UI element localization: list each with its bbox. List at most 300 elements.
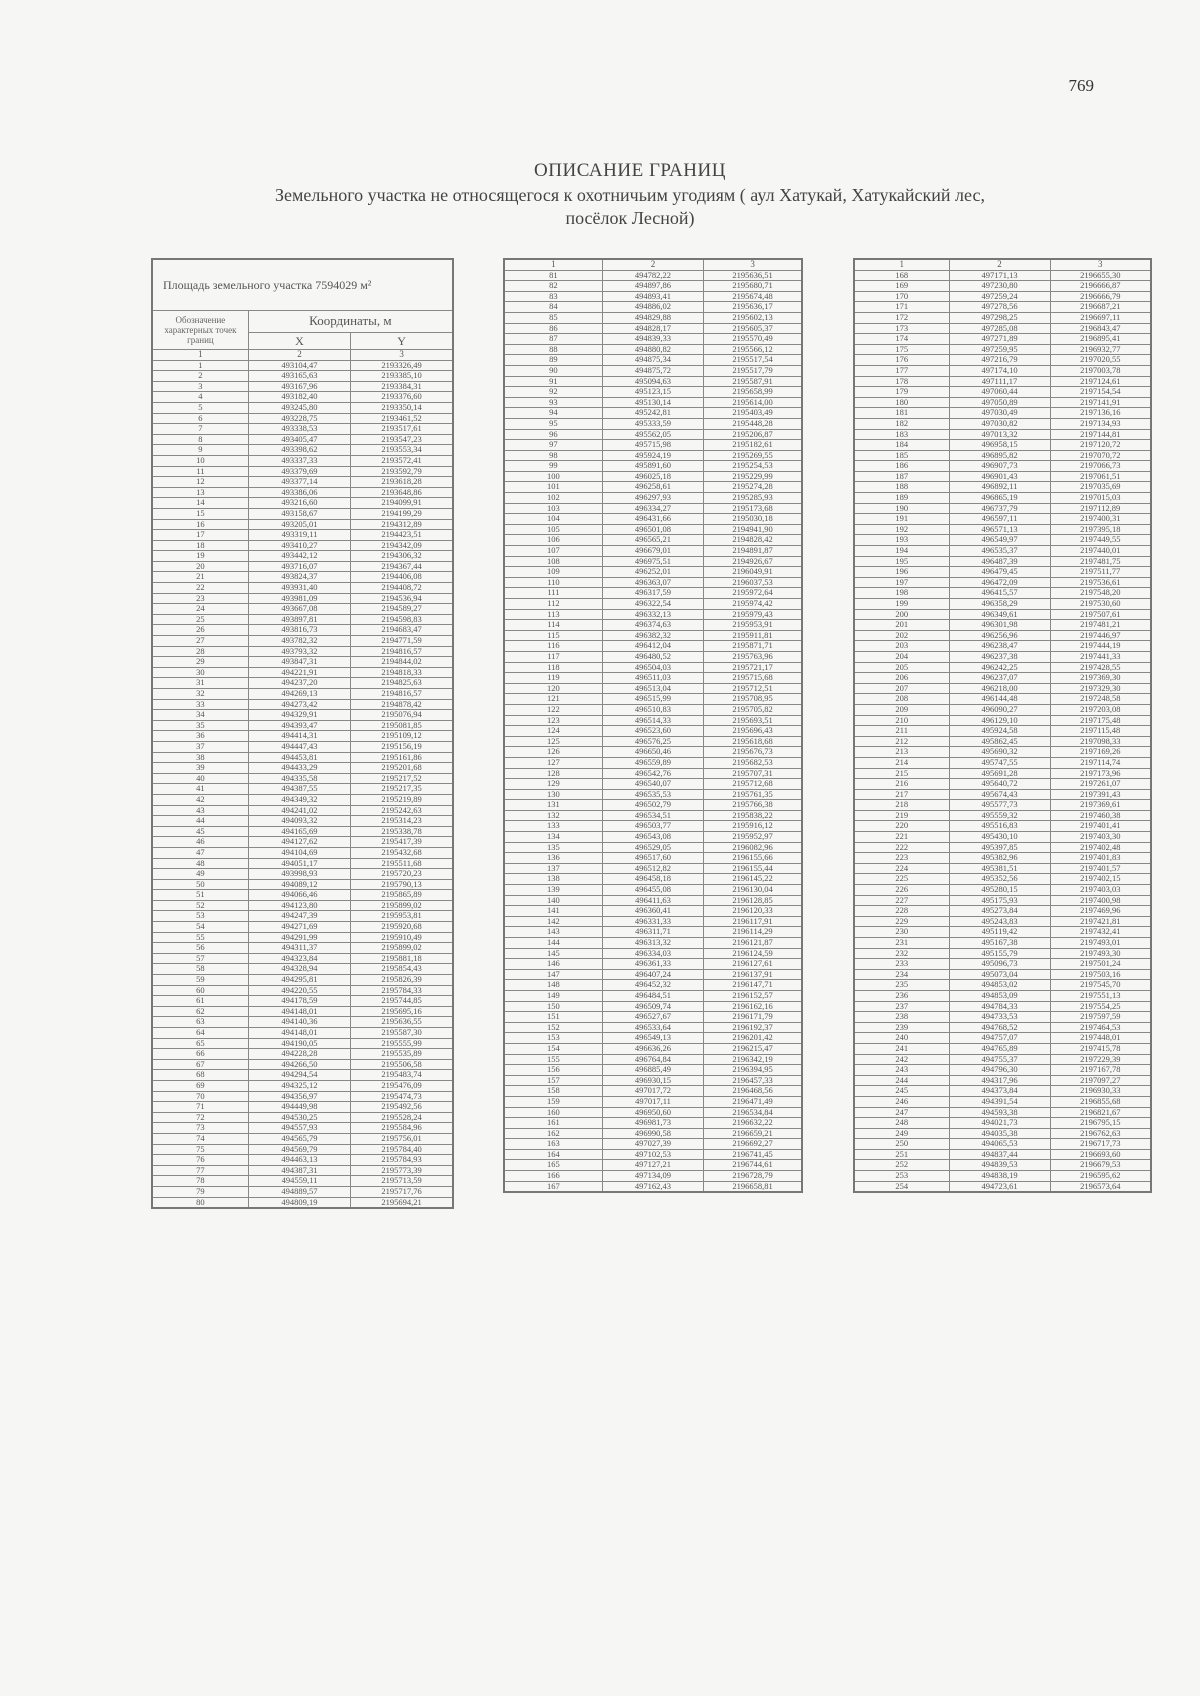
y-coordinate: 2194926,67	[704, 556, 802, 567]
y-coordinate: 2197203,08	[1050, 704, 1151, 715]
table-row	[504, 1128, 802, 1139]
x-coordinate: 494893,41	[602, 291, 703, 302]
table-row	[152, 530, 453, 541]
y-coordinate: 2195871,71	[704, 641, 802, 652]
table-row	[152, 741, 453, 752]
x-coordinate: 494449,98	[248, 1102, 350, 1113]
table-row	[854, 715, 1151, 726]
y-coordinate: 2193517,61	[351, 424, 453, 435]
x-coordinate: 496895,82	[949, 450, 1050, 461]
x-coordinate: 496901,43	[949, 471, 1050, 482]
point-number: 235	[854, 980, 949, 991]
point-number: 37	[152, 741, 248, 752]
table-row	[152, 932, 453, 943]
table-row	[152, 519, 453, 530]
table-row	[504, 906, 802, 917]
x-coordinate: 493793,32	[248, 646, 350, 657]
x-coordinate: 496458,18	[602, 874, 703, 885]
y-coordinate: 2197421,81	[1050, 916, 1151, 927]
y-coordinate: 2196192,37	[704, 1022, 802, 1033]
point-number: 193	[854, 535, 949, 546]
point-number: 76	[152, 1155, 248, 1166]
y-coordinate: 2195916,12	[704, 821, 802, 832]
point-number: 218	[854, 800, 949, 811]
table-row	[504, 302, 802, 313]
point-number: 196	[854, 567, 949, 578]
x-coordinate: 496501,08	[602, 524, 703, 535]
point-number: 32	[152, 689, 248, 700]
x-coordinate: 496412,04	[602, 641, 703, 652]
x-coordinate: 495123,15	[602, 387, 703, 398]
table-row	[152, 625, 453, 636]
y-coordinate: 2196679,53	[1050, 1160, 1151, 1171]
x-coordinate: 496411,63	[602, 895, 703, 906]
y-coordinate: 2197432,41	[1050, 927, 1151, 938]
y-coordinate: 2196697,11	[1050, 312, 1151, 323]
point-number: 170	[854, 291, 949, 302]
y-coordinate: 2195682,53	[704, 757, 802, 768]
point-number: 88	[504, 344, 602, 355]
y-coordinate: 2193547,23	[351, 434, 453, 445]
x-coordinate: 496407,24	[602, 969, 703, 980]
x-coordinate: 494838,19	[949, 1171, 1050, 1182]
x-coordinate: 494093,32	[248, 816, 350, 827]
y-coordinate: 2195566,12	[704, 344, 802, 355]
table-row	[152, 508, 453, 519]
point-number: 71	[152, 1102, 248, 1113]
point-number: 29	[152, 657, 248, 668]
y-coordinate: 2197391,43	[1050, 789, 1151, 800]
point-number: 244	[854, 1075, 949, 1086]
y-coordinate: 2196687,21	[1050, 302, 1151, 313]
point-number: 117	[504, 651, 602, 662]
x-coordinate: 494593,38	[949, 1107, 1050, 1118]
x-coordinate: 497111,17	[949, 376, 1050, 387]
table-row	[152, 371, 453, 382]
point-number: 239	[854, 1022, 949, 1033]
y-coordinate: 2197402,15	[1050, 874, 1151, 885]
y-coordinate: 2194312,89	[351, 519, 453, 530]
table-row	[152, 1186, 453, 1197]
y-coordinate: 2194878,42	[351, 699, 453, 710]
y-coordinate: 2195979,43	[704, 609, 802, 620]
table-row	[854, 916, 1151, 927]
point-number: 53	[152, 911, 248, 922]
point-number: 182	[854, 418, 949, 429]
point-number: 20	[152, 561, 248, 572]
table-row	[504, 408, 802, 419]
x-coordinate: 497030,82	[949, 418, 1050, 429]
x-coordinate: 496025,18	[602, 471, 703, 482]
point-number: 84	[504, 302, 602, 313]
table-row	[854, 1086, 1151, 1097]
point-number: 233	[854, 959, 949, 970]
point-number: 142	[504, 916, 602, 927]
y-coordinate: 2196744,61	[704, 1160, 802, 1171]
y-coordinate: 2197440,01	[1050, 546, 1151, 557]
x-coordinate: 494733,53	[949, 1012, 1050, 1023]
point-number: 124	[504, 726, 602, 737]
document-title: ОПИСАНИЕ ГРАНИЦ	[534, 160, 726, 181]
point-number: 109	[504, 567, 602, 578]
x-coordinate: 496382,32	[602, 630, 703, 641]
x-coordinate: 494393,47	[248, 720, 350, 731]
y-coordinate: 2197035,69	[1050, 482, 1151, 493]
y-coordinate: 2195763,96	[704, 651, 802, 662]
point-number: 108	[504, 556, 602, 567]
table-row	[504, 334, 802, 345]
table-row	[854, 334, 1151, 345]
x-coordinate: 496361,33	[602, 959, 703, 970]
point-number: 188	[854, 482, 949, 493]
point-number: 155	[504, 1054, 602, 1065]
y-coordinate: 2195717,76	[351, 1186, 453, 1197]
x-coordinate: 496597,11	[949, 514, 1050, 525]
x-coordinate: 497162,43	[602, 1181, 703, 1192]
y-coordinate: 2195584,96	[351, 1123, 453, 1134]
y-coordinate: 2197511,77	[1050, 567, 1151, 578]
point-number: 15	[152, 508, 248, 519]
point-number: 219	[854, 810, 949, 821]
y-coordinate: 2197369,30	[1050, 673, 1151, 684]
table-row	[854, 853, 1151, 864]
x-coordinate: 497271,89	[949, 334, 1050, 345]
point-number: 201	[854, 620, 949, 631]
table-row	[854, 1054, 1151, 1065]
point-number: 136	[504, 853, 602, 864]
subtitle-line-2: посёлок Лесной)	[565, 208, 695, 228]
x-coordinate: 494266,50	[248, 1059, 350, 1070]
point-number: 190	[854, 503, 949, 514]
point-number: 2	[152, 371, 248, 382]
x-coordinate: 495924,58	[949, 726, 1050, 737]
y-coordinate: 2195229,99	[704, 471, 802, 482]
y-coordinate: 2195865,89	[351, 890, 453, 901]
point-number: 3	[152, 381, 248, 392]
table-row	[854, 302, 1151, 313]
y-coordinate: 2195274,28	[704, 482, 802, 493]
table-row	[504, 1096, 802, 1107]
y-coordinate: 2195182,61	[704, 440, 802, 451]
table-row	[854, 863, 1151, 874]
point-number: 167	[504, 1181, 602, 1192]
x-coordinate: 494463,13	[248, 1155, 350, 1166]
x-coordinate: 494178,59	[248, 996, 350, 1007]
table-row	[854, 503, 1151, 514]
x-coordinate: 496503,77	[602, 821, 703, 832]
y-coordinate: 2196457,33	[704, 1075, 802, 1086]
point-number: 86	[504, 323, 602, 334]
x-coordinate: 495559,32	[949, 810, 1050, 821]
y-coordinate: 2195953,81	[351, 911, 453, 922]
point-number: 213	[854, 747, 949, 758]
y-coordinate: 2195756,01	[351, 1133, 453, 1144]
table-row	[152, 953, 453, 964]
table-row	[854, 376, 1151, 387]
table-row	[504, 1043, 802, 1054]
y-coordinate: 2196573,64	[1050, 1181, 1151, 1192]
table-row	[504, 715, 802, 726]
table-row	[854, 471, 1151, 482]
table-row	[152, 826, 453, 837]
x-coordinate: 497013,32	[949, 429, 1050, 440]
point-number: 194	[854, 546, 949, 557]
y-coordinate: 2196666,87	[1050, 281, 1151, 292]
y-coordinate: 2194589,27	[351, 604, 453, 615]
point-number: 130	[504, 789, 602, 800]
y-coordinate: 2195720,23	[351, 869, 453, 880]
point-number: 31	[152, 678, 248, 689]
y-coordinate: 2197173,96	[1050, 768, 1151, 779]
x-coordinate: 494557,93	[248, 1123, 350, 1134]
table-row	[152, 477, 453, 488]
point-number: 42	[152, 794, 248, 805]
x-coordinate: 497134,09	[602, 1171, 703, 1182]
point-number: 189	[854, 493, 949, 504]
table-row	[854, 408, 1151, 419]
point-number: 168	[854, 270, 949, 281]
y-coordinate: 2195535,89	[351, 1049, 453, 1060]
point-number: 175	[854, 344, 949, 355]
x-coordinate: 496334,27	[602, 503, 703, 514]
y-coordinate: 2193572,41	[351, 455, 453, 466]
x-coordinate: 494349,32	[248, 794, 350, 805]
x-coordinate: 496510,83	[602, 704, 703, 715]
x-coordinate: 496256,96	[949, 630, 1050, 641]
table-row	[152, 381, 453, 392]
point-number: 135	[504, 842, 602, 853]
y-coordinate: 2196147,71	[704, 980, 802, 991]
point-number: 75	[152, 1144, 248, 1155]
point-number: 237	[854, 1001, 949, 1012]
table-row	[854, 270, 1151, 281]
x-coordinate: 494530,25	[248, 1112, 350, 1123]
x-coordinate: 496764,84	[602, 1054, 703, 1065]
x-coordinate: 497230,80	[949, 281, 1050, 292]
y-coordinate: 2196468,56	[704, 1086, 802, 1097]
y-coordinate: 2195528,24	[351, 1112, 453, 1123]
table-row	[152, 455, 453, 466]
x-coordinate: 496332,13	[602, 609, 703, 620]
point-number: 55	[152, 932, 248, 943]
x-coordinate: 494273,42	[248, 699, 350, 710]
table-row	[854, 323, 1151, 334]
x-coordinate: 494325,12	[248, 1080, 350, 1091]
x-coordinate: 493998,93	[248, 869, 350, 880]
y-coordinate: 2194342,09	[351, 540, 453, 551]
y-coordinate: 2196471,49	[704, 1096, 802, 1107]
table-row	[152, 402, 453, 413]
y-coordinate: 2195636,51	[704, 270, 802, 281]
x-coordinate: 495155,79	[949, 948, 1050, 959]
x-coordinate: 495924,19	[602, 450, 703, 461]
point-number: 65	[152, 1038, 248, 1049]
x-coordinate: 494035,38	[949, 1128, 1050, 1139]
subtitle-line-1: Земельного участка не относящегося к охотничьим угодиям ( аул Хатукай, Хатукайский лес,	[275, 185, 985, 205]
y-coordinate: 2197545,70	[1050, 980, 1151, 991]
point-number: 24	[152, 604, 248, 615]
point-number: 137	[504, 863, 602, 874]
point-number: 49	[152, 869, 248, 880]
x-coordinate: 496509,74	[602, 1001, 703, 1012]
point-number: 64	[152, 1028, 248, 1039]
designation-header: Обозначение характерных точек границ	[152, 311, 248, 350]
x-coordinate: 496358,29	[949, 599, 1050, 610]
y-coordinate: 2195972,64	[704, 588, 802, 599]
table-row	[854, 387, 1151, 398]
table-row	[504, 959, 802, 970]
x-coordinate: 495167,38	[949, 938, 1050, 949]
point-number: 252	[854, 1160, 949, 1171]
table-row	[152, 720, 453, 731]
point-number: 13	[152, 487, 248, 498]
x-coordinate: 493182,40	[248, 392, 350, 403]
point-number: 70	[152, 1091, 248, 1102]
x-coordinate: 494127,62	[248, 837, 350, 848]
x-coordinate: 494271,69	[248, 922, 350, 933]
table-row	[854, 800, 1151, 811]
point-number: 102	[504, 493, 602, 504]
y-coordinate: 2197530,60	[1050, 599, 1151, 610]
table-row	[504, 927, 802, 938]
table-row	[152, 869, 453, 880]
point-number: 238	[854, 1012, 949, 1023]
y-coordinate: 2194683,47	[351, 625, 453, 636]
y-coordinate: 2196037,53	[704, 577, 802, 588]
point-number: 154	[504, 1043, 602, 1054]
x-coordinate: 497102,53	[602, 1149, 703, 1160]
table-row	[152, 805, 453, 816]
point-number: 6	[152, 413, 248, 424]
table-row	[152, 1080, 453, 1091]
table-row	[854, 535, 1151, 546]
y-coordinate: 2193326,49	[351, 360, 453, 371]
y-coordinate: 2194771,59	[351, 636, 453, 647]
point-number: 81	[504, 270, 602, 281]
point-number: 140	[504, 895, 602, 906]
point-number: 152	[504, 1022, 602, 1033]
point-number: 226	[854, 885, 949, 896]
point-number: 112	[504, 599, 602, 610]
table-row	[152, 879, 453, 890]
x-coordinate: 493377,14	[248, 477, 350, 488]
table-row	[854, 980, 1151, 991]
y-coordinate: 2196171,79	[704, 1012, 802, 1023]
y-header: Y	[351, 332, 453, 349]
x-coordinate: 496907,73	[949, 461, 1050, 472]
table-row	[152, 572, 453, 583]
table-row	[152, 847, 453, 858]
table-row	[854, 514, 1151, 525]
y-coordinate: 2195161,86	[351, 752, 453, 763]
table-row	[504, 387, 802, 398]
table-row	[504, 397, 802, 408]
point-number: 165	[504, 1160, 602, 1171]
y-coordinate: 2195695,16	[351, 1006, 453, 1017]
table-row	[854, 641, 1151, 652]
y-coordinate: 2193648,86	[351, 487, 453, 498]
y-coordinate: 2195705,82	[704, 704, 802, 715]
y-coordinate: 2195910,49	[351, 932, 453, 943]
point-number: 217	[854, 789, 949, 800]
x-coordinate: 495562,05	[602, 429, 703, 440]
point-number: 67	[152, 1059, 248, 1070]
y-coordinate: 2196655,30	[1050, 270, 1151, 281]
point-number: 223	[854, 853, 949, 864]
table-row	[152, 540, 453, 551]
table-row	[854, 726, 1151, 737]
point-number: 30	[152, 667, 248, 678]
x-coordinate: 496322,54	[602, 599, 703, 610]
table-row	[152, 614, 453, 625]
table-row	[854, 1075, 1151, 1086]
x-coordinate: 497030,49	[949, 408, 1050, 419]
x-coordinate: 496523,60	[602, 726, 703, 737]
x-coordinate: 493981,09	[248, 593, 350, 604]
y-coordinate: 2197175,48	[1050, 715, 1151, 726]
y-coordinate: 2196127,61	[704, 959, 802, 970]
x-coordinate: 496981,73	[602, 1118, 703, 1129]
x-coordinate: 493386,06	[248, 487, 350, 498]
point-number: 8	[152, 434, 248, 445]
x-coordinate: 494391,54	[949, 1096, 1050, 1107]
x-coordinate: 494241,02	[248, 805, 350, 816]
y-coordinate: 2197229,39	[1050, 1054, 1151, 1065]
y-coordinate: 2195517,54	[704, 355, 802, 366]
point-number: 50	[152, 879, 248, 890]
y-coordinate: 2195713,59	[351, 1176, 453, 1187]
table-row	[152, 816, 453, 827]
table-row	[152, 445, 453, 456]
y-coordinate: 2197464,53	[1050, 1022, 1151, 1033]
table-row	[152, 731, 453, 742]
x-coordinate: 493165,63	[248, 371, 350, 382]
x-coordinate: 495352,56	[949, 874, 1050, 885]
y-coordinate: 2196128,85	[704, 895, 802, 906]
y-coordinate: 2197481,21	[1050, 620, 1151, 631]
x-coordinate: 494768,52	[949, 1022, 1050, 1033]
point-number: 119	[504, 673, 602, 684]
table-row	[152, 1059, 453, 1070]
y-coordinate: 2194941,90	[704, 524, 802, 535]
point-number: 146	[504, 959, 602, 970]
point-number: 198	[854, 588, 949, 599]
x-coordinate: 493410,27	[248, 540, 350, 551]
table-row	[854, 588, 1151, 599]
y-coordinate: 2196821,67	[1050, 1107, 1151, 1118]
table-row	[504, 546, 802, 557]
point-number: 82	[504, 281, 602, 292]
y-coordinate: 2195448,28	[704, 418, 802, 429]
table-1-body	[152, 360, 453, 1208]
y-coordinate: 2195707,31	[704, 768, 802, 779]
y-coordinate: 2197493,01	[1050, 938, 1151, 949]
table-3-body	[854, 270, 1151, 1192]
x-coordinate: 493205,01	[248, 519, 350, 530]
table-row	[152, 1017, 453, 1028]
x-coordinate: 494190,05	[248, 1038, 350, 1049]
point-number: 63	[152, 1017, 248, 1028]
x-coordinate: 495577,73	[949, 800, 1050, 811]
table-row	[504, 895, 802, 906]
table-row	[504, 291, 802, 302]
table-row	[854, 1160, 1151, 1171]
point-number: 157	[504, 1075, 602, 1086]
x-coordinate: 496242,25	[949, 662, 1050, 673]
col-index-1: 1	[504, 259, 602, 270]
table-2-body	[504, 270, 802, 1192]
y-coordinate: 2197141,91	[1050, 397, 1151, 408]
